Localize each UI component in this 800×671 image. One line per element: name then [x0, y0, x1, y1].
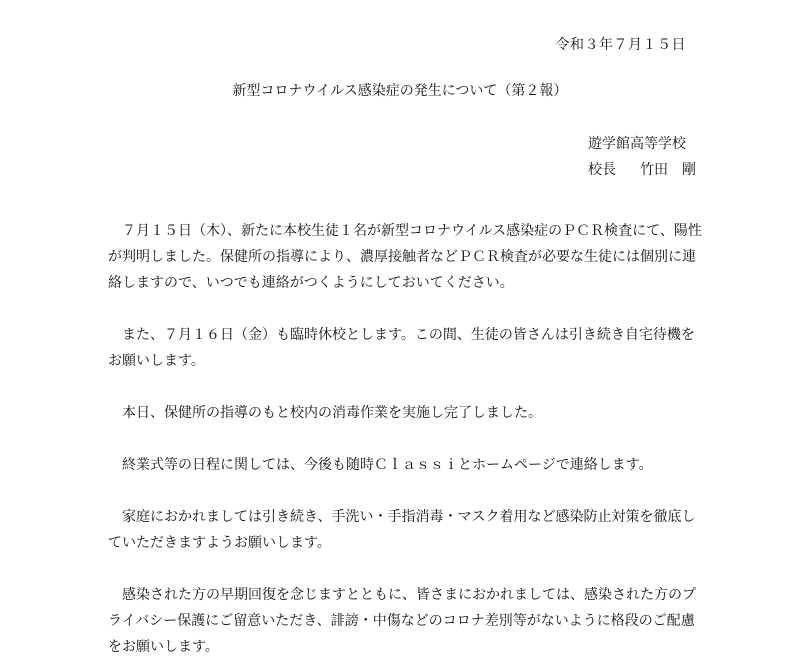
- document-body: [108, 218, 708, 660]
- paragraph-prevention: 家庭におかれましては引き続き、手洗い・手指消毒・マスク着用など感染防止対策を徹底していただきますようお願いします。: [108, 509, 696, 551]
- paragraph-privacy: 感染された方の早期回復を念じますとともに、皆さまにおかれましては、感染された方のプライバシー保護にご留意いただき、誹謗・中傷などのコロナ差別等がないように格段のご配慮をお願いします。: [108, 587, 696, 655]
- sender-school: 遊学館高等学校: [588, 136, 686, 152]
- sender-block: [588, 131, 696, 183]
- paragraph-infection-report: ７月１５日（木）、新たに本校生徒１名が新型コロナウイルス感染症のＰＣＲ検査にて、陽性が判明しました。保健所の指導により、濃厚接触者などＰＣＲ検査が必要な生徒には個別に連絡しますので、いつでも連絡がつくようにしておいてください。: [108, 223, 702, 291]
- document-title: 新型コロナウイルス感染症の発生について（第２報）: [232, 83, 568, 99]
- paragraph-disinfection: 本日、保健所の指導のもと校内の消毒作業を実施し完了しました。: [122, 405, 542, 421]
- paragraph-schedule: 終業式等の日程に関しては、今後も随時Ｃｌａｓｓｉとホームページで連絡します。: [122, 457, 653, 473]
- sender-name-row: [588, 157, 696, 183]
- document-date: 令和３年７月１５日: [555, 37, 686, 53]
- sender-position: 校長: [588, 162, 616, 178]
- sender-name: 竹田 剛: [640, 162, 696, 178]
- paragraph-school-closure: また、７月１６日（金）も臨時休校とします。この間、生徒の皆さんは引き続き自宅待機をお願いします。: [108, 327, 695, 369]
